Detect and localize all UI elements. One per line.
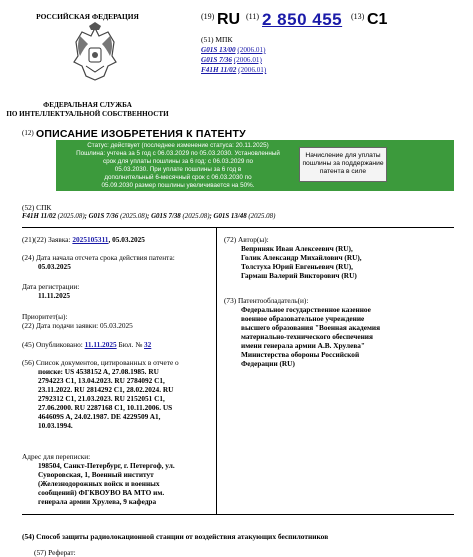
ipc-entry (201, 55, 266, 65)
reg-date: 11.11.2025 (38, 291, 71, 300)
author-name: Толстуха Юрий Евгеньевич (RU), (241, 262, 353, 271)
cited-line: 23.11.2022. RU 2814292 C1, 28.02.2024. RU (38, 385, 174, 394)
reg-date-block (22, 282, 212, 300)
publication-label: (45) Опубликовано: (22, 340, 83, 349)
ipc-class-link[interactable]: F41H 11/02 (201, 66, 237, 74)
start-date-block (22, 253, 212, 271)
address-line: 198504, Санкт-Петербург, г. Петергоф, ул. (38, 461, 175, 470)
patent-number-link[interactable]: 2 850 455 (262, 10, 343, 29)
abstract-label: (57) Реферат: (34, 548, 76, 557)
authors-label: (72) Автор(ы): (224, 235, 269, 244)
column-divider (216, 227, 217, 514)
spk-label: (52) СПК (22, 203, 52, 212)
cited-documents (22, 358, 214, 430)
author-name: Гармаш Валерий Викторович (RU) (241, 271, 357, 280)
cited-line: 2794223 C1, 13.04.2023. RU 2784092 C1, (38, 376, 165, 385)
application-date: , 05.03.2025 (108, 235, 145, 244)
ipc-version-link[interactable]: (2006.01) (233, 56, 262, 64)
title-code: (12) (22, 129, 34, 137)
reg-date-label: Дата регистрации: (22, 282, 80, 291)
status-line: срок для уплаты пошлины за 6 год: с 06.03.2029 по (103, 157, 253, 165)
code-13: (13) (351, 12, 365, 21)
bulletin-label: Бюл. № (118, 340, 143, 349)
ipc-class-link[interactable]: G01S 7/36 (201, 56, 232, 64)
author-name: Веприняк Иван Алексеевич (RU), (241, 244, 353, 253)
owner-line: Министерства обороны Российской (241, 350, 360, 359)
ipc-version-link[interactable]: (2006.01) (238, 66, 267, 74)
cited-line: 27.06.2000. RU 2287168 C1, 10.11.2006. US (38, 403, 173, 412)
correspondence-address (22, 452, 214, 506)
owner-line: Федеральное государственное казенное (241, 305, 371, 314)
spk-codes: F41H 11/02 (2025.08); G01S 7/36 (2025.08); G01S 7/38 (2025.08); G01S 13/48 (2025.08) (22, 213, 276, 220)
spk-class: G01S 13/48 (213, 213, 247, 220)
cited-line: 2792312 C1, 21.03.2023. RU 2152051 C1, (38, 394, 165, 403)
ipc-entry (201, 65, 266, 75)
kind-code: C1 (367, 11, 388, 28)
author-name: Голик Александр Михайлович (RU), (241, 253, 362, 262)
owner-block (224, 296, 454, 368)
address-line: (Железнодорожных войск и военных (38, 479, 160, 488)
spk-class: G01S 7/38 (151, 213, 181, 220)
ipc-class-link[interactable]: G01S 13/00 (201, 46, 236, 54)
owner-label: (73) Патентообладатель(и): (224, 296, 309, 305)
application-line (22, 235, 212, 244)
owner-line: Федерации (RU) (241, 359, 295, 368)
application-label: (21)(22) Заявка: (22, 235, 71, 244)
fee-calculation-button[interactable] (299, 147, 387, 182)
owner-line: высшего образования "Военная академия (241, 323, 381, 332)
cited-line: поиске: US 4538152 A, 27.08.1985. RU (38, 367, 159, 376)
service-line-1: ФЕДЕРАЛЬНАЯ СЛУЖБА (43, 101, 132, 109)
spk-class: F41H 11/02 (22, 213, 56, 220)
bulletin-number-link[interactable]: 32 (144, 340, 152, 349)
priority-label: Приоритет(ы): (22, 312, 68, 321)
priority-date: (22) Дата подачи заявки: 05.03.2025 (22, 321, 133, 330)
address-line: генерала армии Хрулева, 9 кафедра (38, 497, 157, 506)
status-line: 05.03.2030. При уплате пошлины за 6 год в (114, 165, 242, 173)
spk-version: (2025.08) (120, 213, 148, 220)
address-line: сообщений) ФГКВОУВО ВА МТО им. (38, 488, 165, 497)
spk-version: (2025.08) (182, 213, 210, 220)
status-line: дополнительный 6-месячный срок с 06.03.2030 по (104, 173, 252, 181)
status-line: Пошлина: учтена за 5 год с 06.03.2029 по 05.03.2030. Установленный (76, 149, 280, 157)
divider (22, 514, 454, 515)
spk-version: (2025.08) (248, 213, 276, 220)
spk-version: (2025.08) (57, 213, 85, 220)
owner-line: военное образовательное учреждение (241, 314, 365, 323)
address-label: Адрес для переписки: (22, 452, 91, 461)
document-title: ОПИСАНИЕ ИЗОБРЕТЕНИЯ К ПАТЕНТУ (36, 128, 246, 140)
ipc-label: (51) МПК (201, 35, 233, 44)
start-date-label: (24) Дата начала отсчета срока действия патента: (22, 253, 175, 262)
code-19: (19) (201, 12, 215, 21)
spk-class: G01S 7/36 (88, 213, 119, 220)
ipc-list (201, 45, 266, 75)
priority-block (22, 312, 212, 330)
status-line: 05.09.2030 размер пошлины увеличивается на 50%. (101, 181, 255, 189)
owner-line: материально-технического обеспечения (241, 332, 373, 341)
service-line-2: ПО ИНТЕЛЛЕКТУАЛЬНОЙ СОБСТВЕННОСТИ (6, 109, 169, 118)
cited-line: 464609S A, 24.02.1987. DE 4229509 A1, (38, 412, 161, 421)
cited-line: (56) Список документов, цитированных в отчете о (22, 358, 179, 367)
ipc-entry (201, 45, 266, 55)
button-line: пошлины за поддержание (302, 160, 384, 168)
button-line: патента в силе (319, 168, 367, 176)
invention-title: (54) Способ защиты радиолокационной станции от воздействия атакующих беспилотников (22, 532, 329, 541)
start-date: 05.03.2025 (38, 262, 71, 271)
code-11: (11) (246, 12, 260, 21)
address-line: Суворовская, 1, Военный институт (38, 470, 154, 479)
application-number-link[interactable]: 2025105311 (72, 235, 109, 244)
cited-line: 10.03.1994. (38, 421, 73, 430)
country-org-name: РОССИЙСКАЯ ФЕДЕРАЦИЯ (36, 12, 139, 21)
publication-date-link[interactable]: 11.11.2025 (84, 340, 117, 349)
button-line: Начисление для уплаты (305, 152, 381, 159)
divider (22, 227, 454, 228)
authors-block (224, 235, 454, 280)
coat-of-arms-icon (72, 22, 118, 84)
owner-line: имени генерала армии А.В. Хрулева" (241, 341, 365, 350)
status-line: Статус: действует (последнее изменение статуса: 20.11.2025) (87, 142, 269, 149)
status-text (60, 142, 296, 189)
country-code: RU (217, 11, 241, 28)
service-name (0, 101, 175, 118)
ipc-version-link[interactable]: (2006.01) (237, 46, 266, 54)
publication-line (22, 340, 212, 349)
